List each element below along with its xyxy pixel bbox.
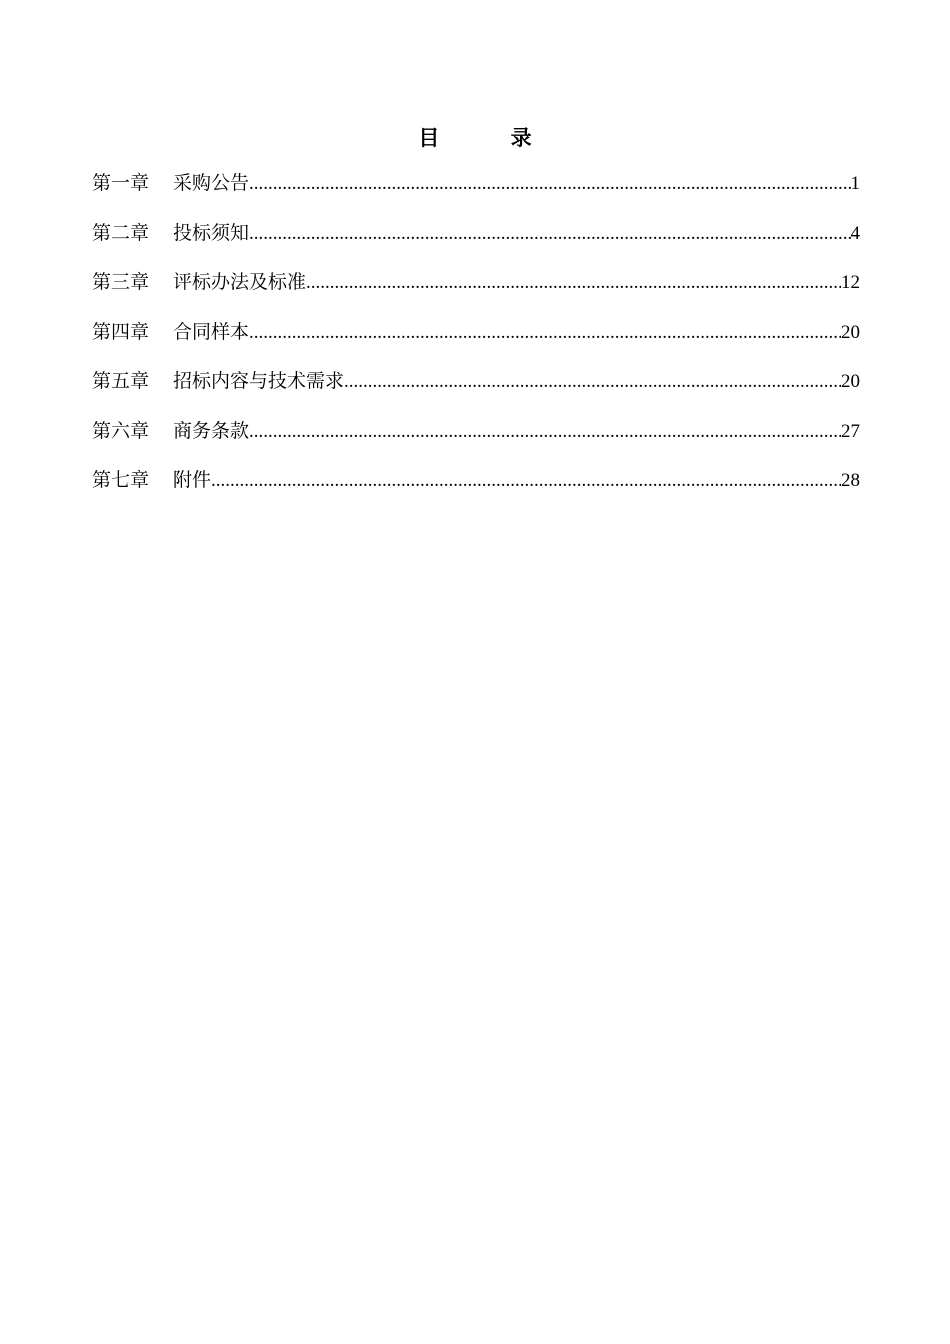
toc-chapter-title: 商务条款 bbox=[173, 419, 250, 442]
toc-page-number: 12 bbox=[841, 272, 860, 293]
toc-entry[interactable] bbox=[92, 416, 860, 466]
toc-list bbox=[92, 168, 860, 515]
toc-dot-leader bbox=[344, 367, 841, 397]
toc-chapter-number: 第六章 bbox=[92, 419, 150, 442]
toc-dot-leader bbox=[249, 318, 841, 348]
toc-chapter-number: 第二章 bbox=[92, 221, 150, 244]
toc-entry[interactable] bbox=[92, 267, 860, 317]
toc-dot-leader bbox=[306, 268, 841, 298]
toc-chapter-title: 投标须知 bbox=[173, 221, 250, 244]
toc-chapter-title: 合同样本 bbox=[173, 320, 250, 343]
toc-dot-leader bbox=[249, 219, 850, 249]
toc-page-number: 27 bbox=[841, 420, 860, 442]
toc-chapter-number: 第七章 bbox=[92, 469, 150, 491]
toc-page-number: 28 bbox=[841, 470, 860, 491]
toc-chapter-number: 第一章 bbox=[92, 172, 150, 194]
toc-dot-leader bbox=[249, 417, 841, 447]
toc-entry[interactable] bbox=[92, 465, 860, 515]
toc-dot-leader bbox=[249, 169, 850, 199]
toc-chapter-title: 招标内容与技术需求 bbox=[173, 370, 345, 392]
toc-page-number: 1 bbox=[850, 173, 860, 194]
toc-chapter-number: 第三章 bbox=[92, 271, 150, 293]
toc-entry[interactable] bbox=[92, 317, 860, 367]
toc-page-number: 20 bbox=[841, 371, 860, 392]
toc-chapter-title: 采购公告 bbox=[173, 172, 250, 194]
toc-chapter-number: 第五章 bbox=[92, 370, 150, 392]
toc-title: 目 录 bbox=[418, 126, 564, 150]
toc-entry[interactable] bbox=[92, 168, 860, 218]
toc-chapter-number: 第四章 bbox=[92, 320, 150, 343]
toc-dot-leader bbox=[211, 466, 841, 496]
toc-chapter-title: 附件 bbox=[173, 469, 212, 491]
toc-entry[interactable] bbox=[92, 218, 860, 268]
toc-chapter-title: 评标办法及标准 bbox=[173, 271, 307, 293]
toc-page-number: 20 bbox=[841, 321, 860, 343]
toc-page-number: 4 bbox=[850, 222, 860, 244]
toc-entry[interactable] bbox=[92, 366, 860, 416]
